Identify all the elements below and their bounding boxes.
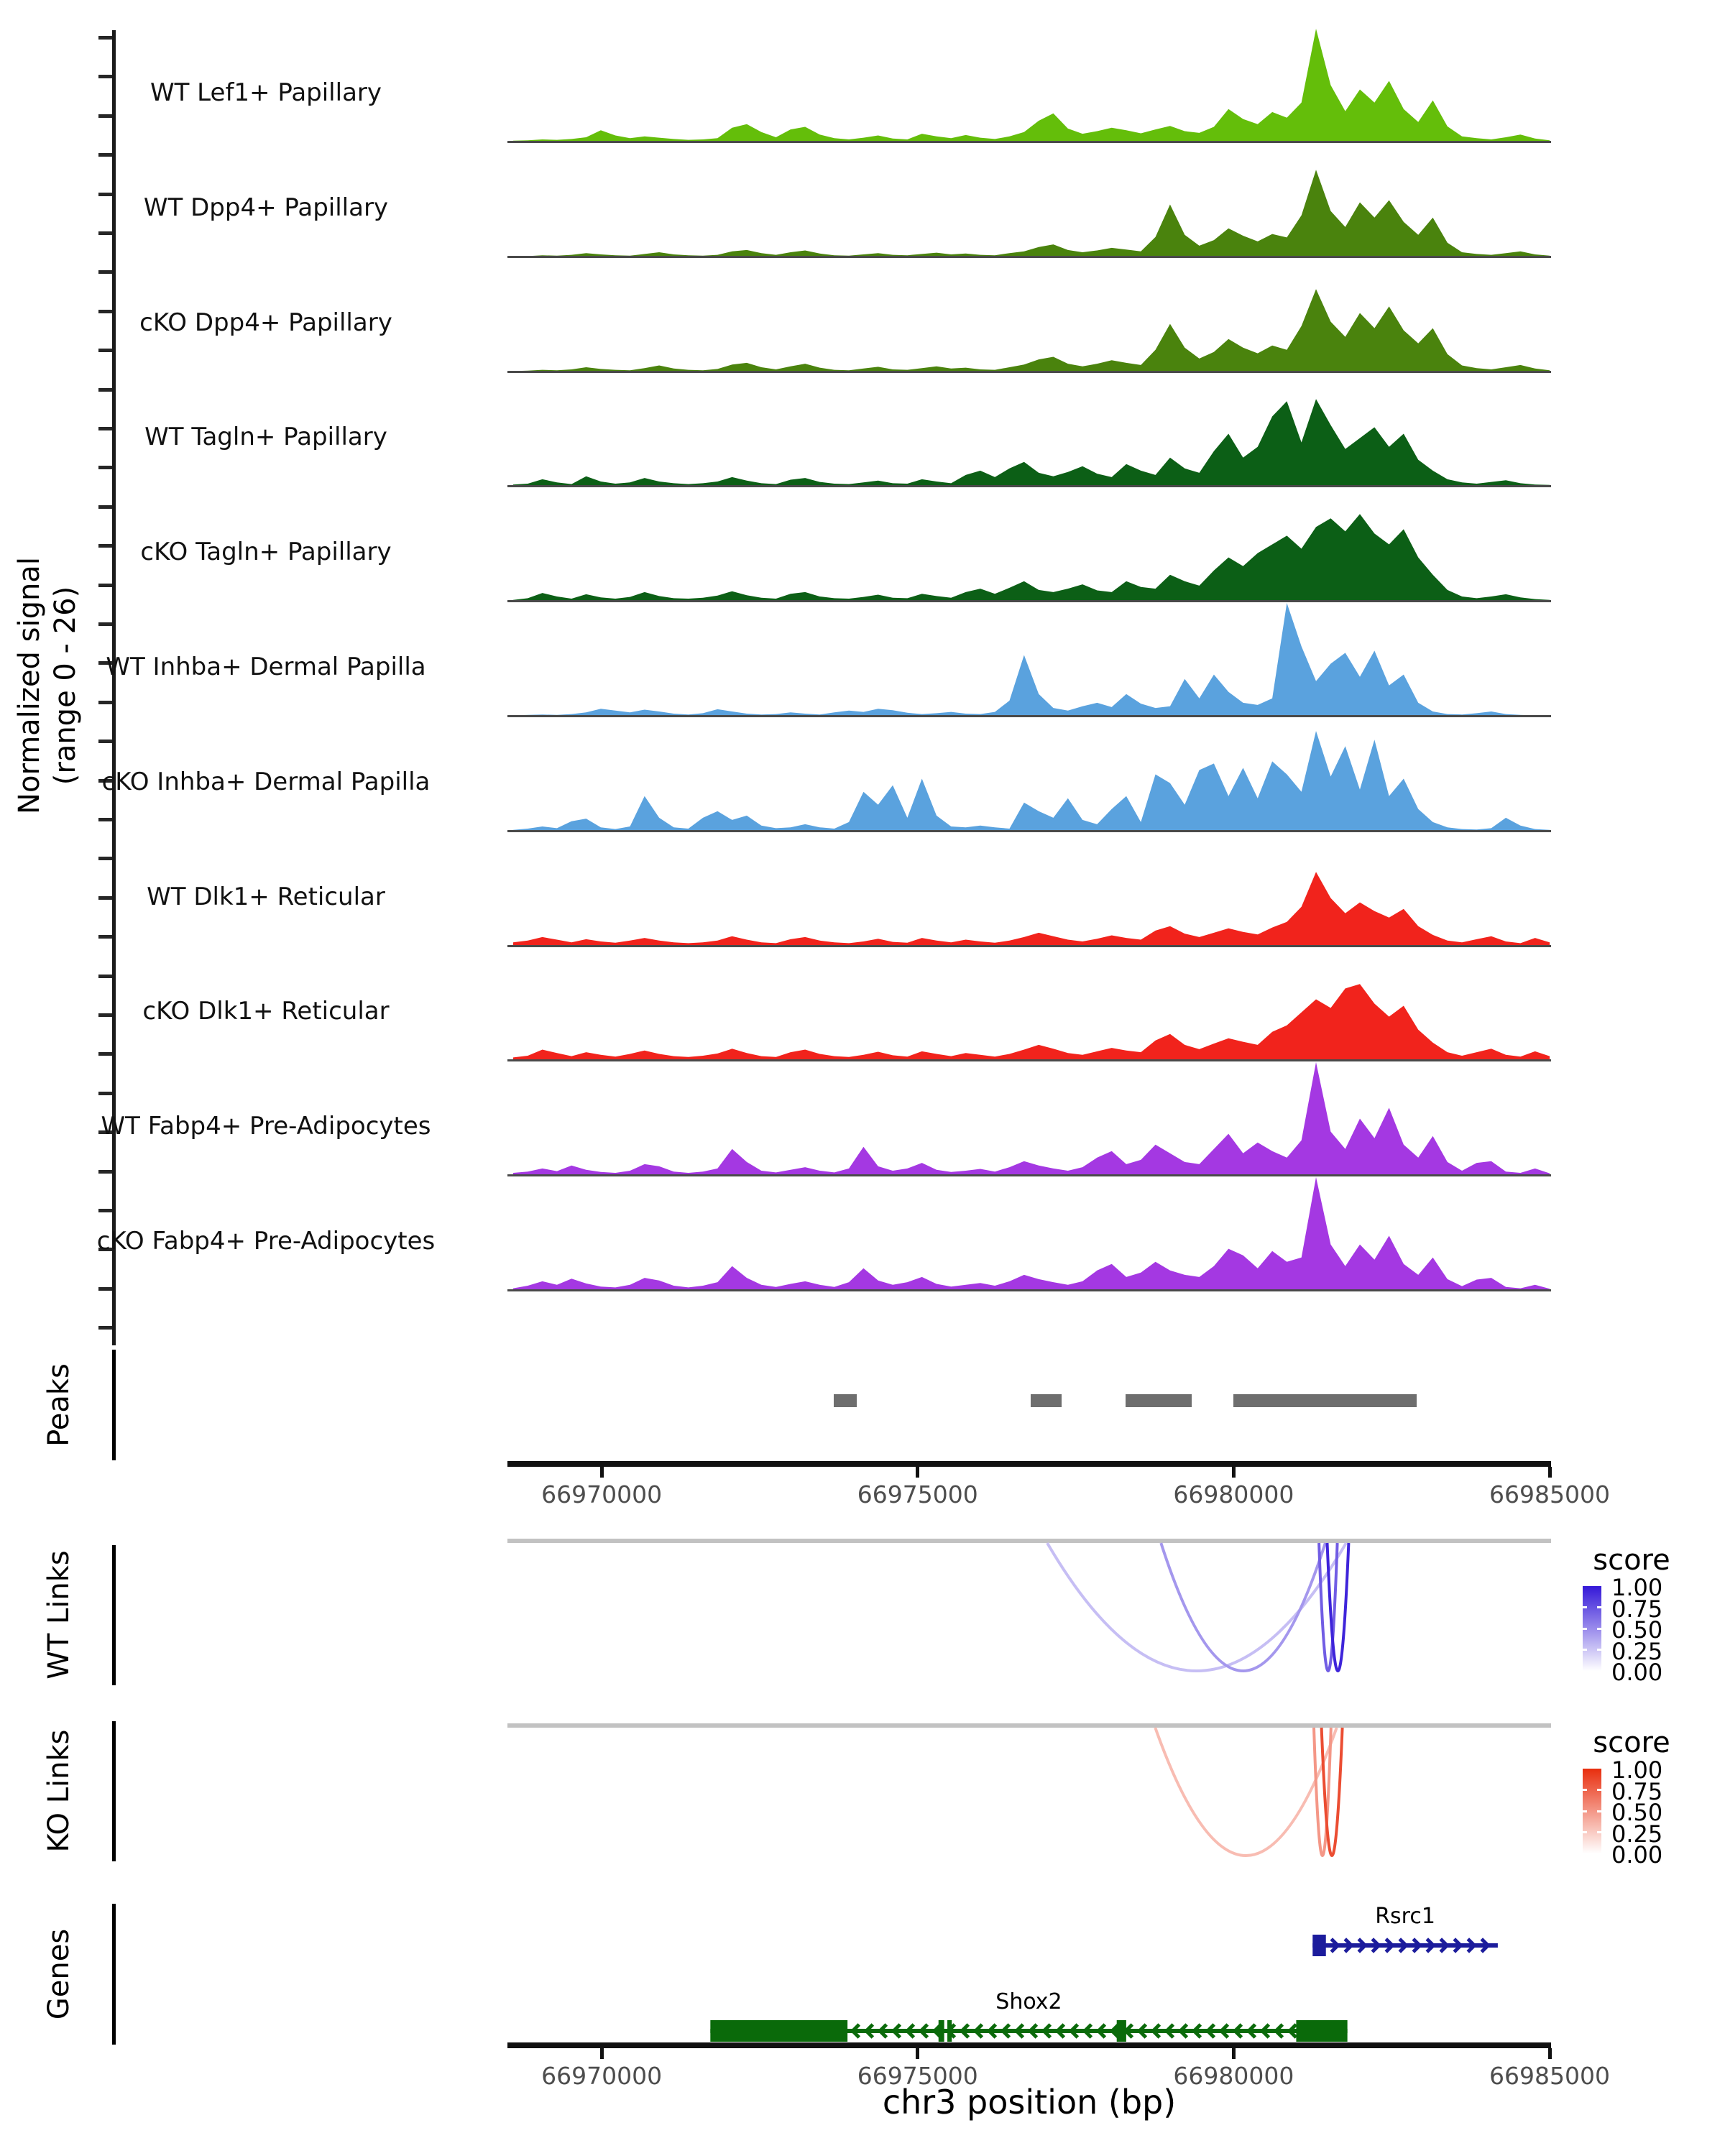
- genome-axis-tick-label: 66980000: [1173, 1480, 1294, 1508]
- score-legend-bar-tick: [1583, 1628, 1587, 1630]
- track-label: WT Lef1+ Papillary: [150, 78, 382, 107]
- coverage-area-path: [513, 29, 1550, 142]
- signal-axis-tick: [98, 1209, 112, 1212]
- coverage-area: [513, 716, 1550, 831]
- track-label: WT Fabp4+ Pre-Adipocytes: [101, 1112, 431, 1141]
- coverage-area-path: [513, 514, 1550, 601]
- coverage-area-path: [513, 1177, 1550, 1290]
- signal-axis-label-line2: (range 0 - 26): [49, 586, 82, 786]
- genome-axis-tick: [916, 1467, 919, 1478]
- track-baseline: [507, 1289, 1551, 1291]
- peaks-bracket: [112, 1350, 116, 1460]
- coverage-area: [513, 1175, 1550, 1290]
- track-label: WT Tagln+ Papillary: [144, 423, 387, 452]
- signal-axis-tick: [98, 975, 112, 978]
- links-arcs: [0, 1542, 1725, 1692]
- score-legend-tick-label: 1.00: [1611, 1756, 1663, 1784]
- signal-axis-tick: [98, 1287, 112, 1291]
- peak-rect: [1031, 1394, 1062, 1407]
- genome-axis-line: [507, 1461, 1551, 1467]
- signal-axis-tick: [98, 584, 112, 587]
- signal-axis-label: [12, 362, 86, 1009]
- genome-axis-tick-label: 66980000: [1173, 2062, 1294, 2090]
- score-legend-bar-tick: [1597, 1810, 1601, 1812]
- score-legend-tick-label: 0.25: [1611, 1820, 1663, 1848]
- genome-axis-tick-label: 66985000: [1489, 2062, 1610, 2090]
- coverage-area: [513, 27, 1550, 142]
- coverage-area-path: [513, 170, 1550, 257]
- links-arcs: [0, 1726, 1725, 1877]
- gene-exon: [710, 2020, 847, 2042]
- genome-axis-tick-label: 66985000: [1489, 1480, 1610, 1508]
- peak-rect: [1126, 1394, 1192, 1407]
- coverage-area-path: [513, 731, 1550, 831]
- score-legend-bar-tick: [1597, 1628, 1601, 1630]
- signal-axis-tick: [98, 114, 112, 118]
- coverage-area: [513, 486, 1550, 601]
- coverage-area: [513, 831, 1550, 946]
- score-legend-bar-tick: [1583, 1649, 1587, 1651]
- signal-axis-tick: [98, 1170, 112, 1174]
- track-label: WT Dlk1+ Reticular: [147, 882, 385, 911]
- signal-axis-tick: [98, 701, 112, 704]
- genome-axis-tick-label: 66975000: [857, 1480, 978, 1508]
- genome-axis-tick: [1548, 1467, 1552, 1478]
- gene-label: Rsrc1: [1375, 1904, 1435, 1929]
- signal-axis-tick: [98, 466, 112, 469]
- coverage-area-path: [513, 1062, 1550, 1175]
- link-arc: [1161, 1543, 1325, 1671]
- coverage-area: [513, 601, 1550, 716]
- score-legend-bar-tick: [1597, 1606, 1601, 1608]
- signal-axis-tick: [98, 388, 112, 392]
- score-legend-bar-tick: [1583, 1789, 1587, 1791]
- score-legend-tick-label: 0.75: [1611, 1777, 1663, 1805]
- ko-links-section-label: KO Links: [42, 1729, 75, 1853]
- peaks-section-label: Peaks: [42, 1363, 75, 1447]
- coverage-area-path: [513, 603, 1550, 716]
- signal-axis-tick: [98, 1092, 112, 1095]
- score-legend-bar-tick: [1583, 1831, 1587, 1833]
- signal-axis-tick: [98, 1326, 112, 1330]
- signal-axis-tick: [98, 857, 112, 860]
- score-legend-tick-label: 0.75: [1611, 1595, 1663, 1623]
- signal-axis-tick: [98, 622, 112, 626]
- ko-score-legend-title: score: [1593, 1726, 1670, 1759]
- coverage-area: [513, 1060, 1550, 1175]
- peak-rect: [1233, 1394, 1417, 1407]
- signal-axis-tick: [98, 349, 112, 352]
- coverage-area: [513, 945, 1550, 1060]
- signal-axis-tick: [98, 153, 112, 157]
- track-label: cKO Inhba+ Dermal Papilla: [101, 767, 431, 796]
- gene-model-shox2: [0, 2009, 1725, 2053]
- score-legend-bar-tick: [1597, 1831, 1601, 1833]
- score-legend-bar-tick: [1583, 1606, 1587, 1608]
- gene-exon: [1296, 2020, 1347, 2042]
- coverage-area: [513, 142, 1550, 257]
- track-label: cKO Dpp4+ Papillary: [139, 308, 392, 337]
- genome-axis-tick-label: 66975000: [857, 2062, 978, 2090]
- signal-axis-label-line1: Normalized signal: [13, 557, 46, 814]
- coverage-area: [513, 257, 1550, 372]
- signal-axis-tick: [98, 1052, 112, 1056]
- coverage-area-path: [513, 400, 1550, 487]
- track-label: WT Dpp4+ Papillary: [143, 193, 389, 222]
- genome-axis-tick-label: 66970000: [541, 2062, 663, 2090]
- score-legend-bar-tick: [1583, 1810, 1587, 1812]
- gene-exon: [939, 2020, 944, 2042]
- wt-score-legend-title: score: [1593, 1544, 1670, 1577]
- x-axis-title: chr3 position (bp): [882, 2083, 1177, 2122]
- signal-axis-tick: [98, 818, 112, 821]
- signal-axis-line: [112, 30, 116, 1345]
- wt-links-section-label: WT Links: [42, 1550, 75, 1680]
- gene-label: Shox2: [995, 1989, 1062, 2014]
- link-arc: [1155, 1728, 1336, 1856]
- genes-section-label: Genes: [42, 1928, 75, 2020]
- peak-rect: [834, 1394, 857, 1407]
- signal-axis-tick: [98, 231, 112, 235]
- gene-exon: [1312, 1935, 1325, 1956]
- genome-axis-tick: [1232, 1467, 1236, 1478]
- track-label: WT Inhba+ Dermal Papilla: [106, 653, 426, 681]
- score-legend-tick-label: 0.00: [1611, 1659, 1663, 1686]
- track-label: cKO Tagln+ Papillary: [140, 538, 392, 567]
- gene-exon: [947, 2020, 952, 2042]
- score-legend-tick-label: 0.00: [1611, 1841, 1663, 1869]
- signal-axis-tick: [98, 36, 112, 40]
- genome-axis-tick: [600, 1467, 604, 1478]
- score-legend-bar-tick: [1597, 1789, 1601, 1791]
- signal-axis-tick: [98, 270, 112, 274]
- track-label: cKO Dlk1+ Reticular: [142, 997, 390, 1026]
- track-label: cKO Fabp4+ Pre-Adipocytes: [96, 1227, 436, 1256]
- coverage-area: [513, 371, 1550, 486]
- score-legend-tick-label: 0.50: [1611, 1616, 1663, 1644]
- signal-axis-tick: [98, 935, 112, 939]
- gene-model-rsrc1: [0, 1924, 1725, 1967]
- coverage-area-path: [513, 289, 1550, 372]
- signal-axis-tick: [98, 740, 112, 743]
- genome-axis-tick-label: 66970000: [541, 1480, 663, 1508]
- signal-axis-tick: [98, 505, 112, 509]
- score-legend-tick-label: 0.25: [1611, 1637, 1663, 1665]
- coverage-area-path: [513, 872, 1550, 946]
- coverage-area-path: [513, 985, 1550, 1061]
- score-legend-tick-label: 0.50: [1611, 1799, 1663, 1826]
- score-legend-tick-label: 1.00: [1611, 1574, 1663, 1601]
- gene-exon: [1117, 2020, 1126, 2042]
- score-legend-bar-tick: [1597, 1649, 1601, 1651]
